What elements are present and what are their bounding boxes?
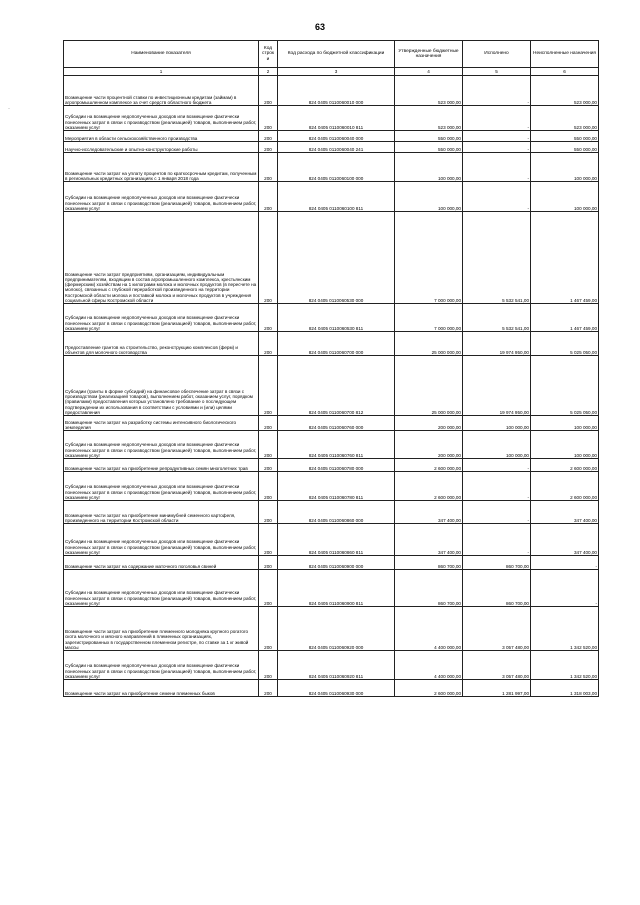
col-header-approved: Утвержденные бюджетные назначения [395,41,463,68]
row-budget-code: 824 0405 0110060010 811 [278,106,395,131]
row-unexecuted: 2 600 000,00 [531,459,599,472]
table-row [64,472,599,501]
row-line-code: 200 [259,182,278,212]
row-approved: 25 000 000,00 [395,356,463,416]
col-number: 3 [278,68,395,76]
row-approved: 347 400,00 [395,501,463,524]
row-executed: 860 700,00 [463,556,531,570]
row-executed: - [463,153,531,182]
row-line-code: 200 [259,607,278,651]
row-name: Возмещение части затрат на разработку системы интенсивного биологического земледелия [64,416,259,431]
row-executed: 5 532 541,00 [463,304,531,332]
row-approved: 523 000,00 [395,76,463,106]
row-executed: 1 281 997,00 [463,680,531,697]
row-unexecuted: 523 000,00 [531,106,599,131]
row-unexecuted: 550 000,00 [531,131,599,142]
row-line-code: 200 [259,416,278,431]
row-unexecuted: 100 000,00 [531,182,599,212]
row-line-code: 200 [259,142,278,153]
row-unexecuted: 5 025 050,00 [531,332,599,356]
row-name: Возмещение части затрат на содержание маточного поголовья свиней [64,556,259,570]
row-approved: 2 600 000,00 [395,459,463,472]
table-row [64,607,599,651]
row-unexecuted: 347 400,00 [531,501,599,524]
row-name: Возмещение части затрат на приобретение племенного молодняка крупного рогатого скота молочного и мясного направлений в племенных организациях, зарегистрированных в государственном племенном регистре, по ставке за 1 кг живой массы [64,607,259,651]
row-approved: 347 400,00 [395,524,463,556]
row-unexecuted: 1 342 520,00 [531,607,599,651]
col-number: 4 [395,68,463,76]
row-budget-code: 824 0405 0110060100 811 [278,182,395,212]
table-row [64,459,599,472]
row-unexecuted: 1 467 459,00 [531,212,599,304]
row-approved: 2 600 000,00 [395,680,463,697]
row-executed: 19 974 950,00 [463,356,531,416]
row-budget-code: 824 0405 0110060860 000 [278,501,395,524]
row-executed: 100 000,00 [463,416,531,431]
table-row [64,556,599,570]
row-executed: 860 700,00 [463,570,531,607]
col-number: 5 [463,68,531,76]
row-executed: - [463,182,531,212]
table-row [64,501,599,524]
row-budget-code: 824 0405 0110060930 000 [278,680,395,697]
row-name: Возмещение части затрат на уплату процентов по краткосрочным кредитам, полученным в региональных кредитных организациях с 1 января 2018 года [64,153,259,182]
row-budget-code: 824 0405 0110060100 000 [278,153,395,182]
row-approved: 550 000,00 [395,142,463,153]
row-approved: 7 000 000,00 [395,304,463,332]
row-line-code: 200 [259,332,278,356]
row-executed: - [463,76,531,106]
col-header-line: Код строк и [259,41,278,68]
row-executed: 3 057 480,00 [463,651,531,680]
table-row [64,182,599,212]
row-line-code: 200 [259,212,278,304]
table-row [64,524,599,556]
row-unexecuted: 5 025 050,00 [531,356,599,416]
table-row [64,76,599,106]
table-row [64,142,599,153]
row-approved: 4 400 000,00 [395,607,463,651]
row-budget-code: 824 0405 0110060780 000 [278,459,395,472]
table-row [64,332,599,356]
row-budget-code: 824 0405 0110060780 811 [278,472,395,501]
row-line-code: 200 [259,431,278,459]
row-executed: 3 057 480,00 [463,607,531,651]
col-header-executed: Исполнено [463,41,531,68]
row-unexecuted: - [531,570,599,607]
row-name: Возмещение части затрат на приобретение минимубней семенного картофеля, произведенного на территории Костромской области [64,501,259,524]
column-number-row [64,68,599,76]
row-name: Научно-исследовательские и опытно-конструкторские работы [64,142,259,153]
row-line-code: 200 [259,524,278,556]
row-approved: 100 000,00 [395,182,463,212]
scan-mark: · [8,106,10,112]
row-budget-code: 824 0405 0110060860 811 [278,524,395,556]
row-approved: 523 000,00 [395,106,463,131]
row-executed: 100 000,00 [463,431,531,459]
row-budget-code: 824 0405 0110060900 811 [278,570,395,607]
col-header-name: Наименование показателя [64,41,259,68]
table-row [64,304,599,332]
row-name: Возмещение части затрат на приобретение семени племенных быков [64,680,259,697]
row-budget-code: 824 0405 0110060040 000 [278,131,395,142]
col-header-code: Код расхода по бюджетной классификации [278,41,395,68]
row-approved: 100 000,00 [395,153,463,182]
row-budget-code: 824 0405 0110060040 241 [278,142,395,153]
table-row [64,106,599,131]
row-budget-code: 824 0405 0110060530 000 [278,212,395,304]
row-name: Субсидии на возмещение недополученных доходов или возмещение фактически понесенных затрат в связи с производством (реализацией) товаров, выполнением работ, оказанием услуг [64,570,259,607]
row-line-code: 200 [259,106,278,131]
table-row [64,212,599,304]
row-line-code: 200 [259,556,278,570]
row-line-code: 200 [259,459,278,472]
row-unexecuted: 100 000,00 [531,416,599,431]
table-row [64,431,599,459]
col-number: 2 [259,68,278,76]
col-number: 6 [531,68,599,76]
row-executed: - [463,131,531,142]
row-budget-code: 824 0405 0110060700 000 [278,332,395,356]
row-budget-code: 824 0405 0110060530 811 [278,304,395,332]
row-line-code: 200 [259,570,278,607]
row-executed: - [463,459,531,472]
row-executed: - [463,472,531,501]
table-row [64,153,599,182]
row-executed: 19 974 950,00 [463,332,531,356]
row-unexecuted: 100 000,00 [531,431,599,459]
row-unexecuted: - [531,556,599,570]
table-row [64,416,599,431]
row-line-code: 200 [259,131,278,142]
row-name: Субсидии на возмещение недополученных доходов или возмещение фактически понесенных затрат в связи с производством (реализацией) товаров, выполнением работ, оказанием услуг [64,304,259,332]
row-unexecuted: 100 000,00 [531,153,599,182]
row-unexecuted: 347 400,00 [531,524,599,556]
row-name: Субсидии на возмещение недополученных доходов или возмещение фактически понесенных затрат в связи с производством (реализацией) товаров, выполнением работ, оказанием услуг [64,182,259,212]
row-budget-code: 824 0405 0110060760 811 [278,431,395,459]
row-approved: 860 700,00 [395,556,463,570]
row-executed: 5 532 541,00 [463,212,531,304]
row-name: Субсидии на возмещение недополученных доходов или возмещение фактически понесенных затрат в связи с производством (реализацией) товаров, выполнением работ, оказанием услуг [64,472,259,501]
page-number: 63 [314,22,325,32]
row-name: Субсидии на возмещение недополученных доходов или возмещение фактически понесенных затрат в связи с производством (реализацией) товаров, выполнением работ, оказанием услуг [64,651,259,680]
header-row [64,41,599,68]
row-executed: - [463,524,531,556]
table-row [64,131,599,142]
row-executed: - [463,106,531,131]
col-header-unexecuted: Неисполненные назначения [531,41,599,68]
row-budget-code: 824 0405 0110060900 000 [278,556,395,570]
row-name: Возмещение части затрат на приобретение репродуктивных семян многолетних трав [64,459,259,472]
row-name: Мероприятия в области сельскохозяйственного производства [64,131,259,142]
row-budget-code: 824 0405 0110060760 000 [278,416,395,431]
row-approved: 7 000 000,00 [395,212,463,304]
row-unexecuted: 1 342 520,00 [531,651,599,680]
row-executed: - [463,501,531,524]
row-unexecuted: 1 318 003,00 [531,680,599,697]
table-row [64,356,599,416]
row-unexecuted: 523 000,00 [531,76,599,106]
row-budget-code: 824 0405 0110060010 000 [278,76,395,106]
row-approved: 860 700,00 [395,570,463,607]
row-executed: - [463,142,531,153]
row-line-code: 200 [259,76,278,106]
row-line-code: 200 [259,501,278,524]
row-approved: 2 600 000,00 [395,472,463,501]
row-name: Возмещение части затрат предприятиям, организациям, индивидуальным предпринимателям, входящим в состав агропромышленного комплекса, крестьянским (фермерским) хозяйствам на 1 килограмм молока и молочных продуктов (в пересчете на молоко), связанных с глубокой переработкой произведенного на территории Костромской области молока и поставкой молока и молочных продуктов в учреждения социальной сферы Костромской области [64,212,259,304]
row-name: Субсидии на возмещение недополученных доходов или возмещение фактически понесенных затрат в связи с производством (реализацией) товаров, выполнением работ, оказанием услуг [64,431,259,459]
table-row [64,570,599,607]
row-name: Субсидии на возмещение недополученных доходов или возмещение фактически понесенных затрат в связи с производством (реализацией) товаров, выполнением работ, оказанием услуг [64,106,259,131]
row-line-code: 200 [259,153,278,182]
row-budget-code: 824 0405 0110060700 812 [278,356,395,416]
row-unexecuted: 1 467 459,00 [531,304,599,332]
budget-table [63,40,599,697]
row-approved: 200 000,00 [395,431,463,459]
row-name: Субсидии (гранты в форме субсидий) на финансовое обеспечение затрат в связи с производством (реализацией товаров), выполнением работ, оказанием услуг, порядком (правилами) предоставления которых установлено требование о последующем подтверждении их использования в соответствии с условиями и (или) целями предоставления [64,356,259,416]
row-line-code: 200 [259,651,278,680]
row-approved: 25 000 000,00 [395,332,463,356]
row-line-code: 200 [259,356,278,416]
table-row [64,680,599,697]
row-budget-code: 824 0405 0110060920 000 [278,607,395,651]
row-approved: 550 000,00 [395,131,463,142]
row-name: Возмещение части процентной ставки по инвестиционным кредитам (займам) в агропромышленном комплексе за счет средств областного бюджета [64,76,259,106]
row-unexecuted: 2 600 000,00 [531,472,599,501]
row-approved: 4 400 000,00 [395,651,463,680]
row-budget-code: 824 0405 0110060920 811 [278,651,395,680]
table-row [64,651,599,680]
row-line-code: 200 [259,304,278,332]
col-number: 1 [64,68,259,76]
row-name: Предоставление грантов на строительство, реконструкцию комплексов (ферм) и объектов для молочного скотоводства [64,332,259,356]
row-line-code: 200 [259,472,278,501]
row-unexecuted: 550 000,00 [531,142,599,153]
row-line-code: 200 [259,680,278,697]
row-name: Субсидии на возмещение недополученных доходов или возмещение фактически понесенных затрат в связи с производством (реализацией) товаров, выполнением работ, оказанием услуг [64,524,259,556]
row-approved: 200 000,00 [395,416,463,431]
